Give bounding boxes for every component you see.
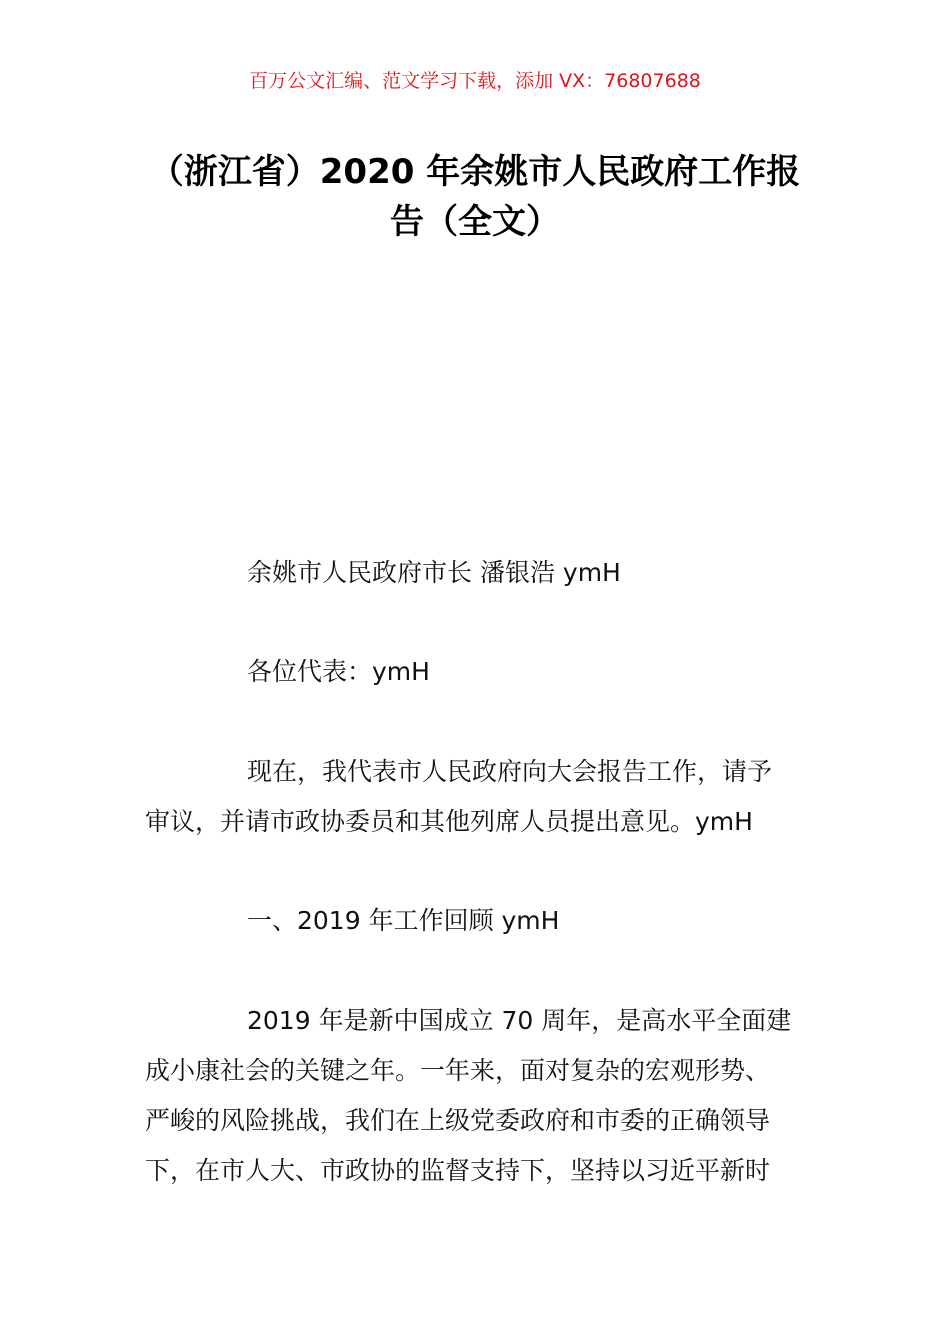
document-title-line-2: 告（全文） bbox=[390, 202, 560, 242]
header-watermark-note: 百万公文汇编、范文学习下载，添加 VX：76807688 bbox=[249, 70, 701, 92]
paragraph-2-line-4: 下，在市人大、市政协的监督支持下，坚持以习近平新时 bbox=[145, 1156, 771, 1185]
paragraph-2-line-1: 2019 年是新中国成立 70 周年，是高水平全面建 bbox=[247, 1006, 792, 1035]
document-title-line-1: （浙江省）2020 年余姚市人民政府工作报 bbox=[149, 152, 801, 192]
section-heading: 一、2019 年工作回顾 ymH bbox=[247, 906, 560, 935]
byline: 余姚市人民政府市长 潘银浩 ymH bbox=[247, 558, 621, 587]
salutation: 各位代表：ymH bbox=[247, 657, 430, 686]
paragraph-2-line-2: 成小康社会的关键之年。一年来，面对复杂的宏观形势、 bbox=[145, 1056, 771, 1085]
paragraph-1-line-2: 审议，并请市政协委员和其他列席人员提出意见。ymH bbox=[145, 807, 753, 836]
paragraph-1-line-1: 现在，我代表市人民政府向大会报告工作，请予 bbox=[247, 757, 773, 786]
paragraph-2-line-3: 严峻的风险挑战，我们在上级党委政府和市委的正确领导 bbox=[145, 1106, 771, 1135]
